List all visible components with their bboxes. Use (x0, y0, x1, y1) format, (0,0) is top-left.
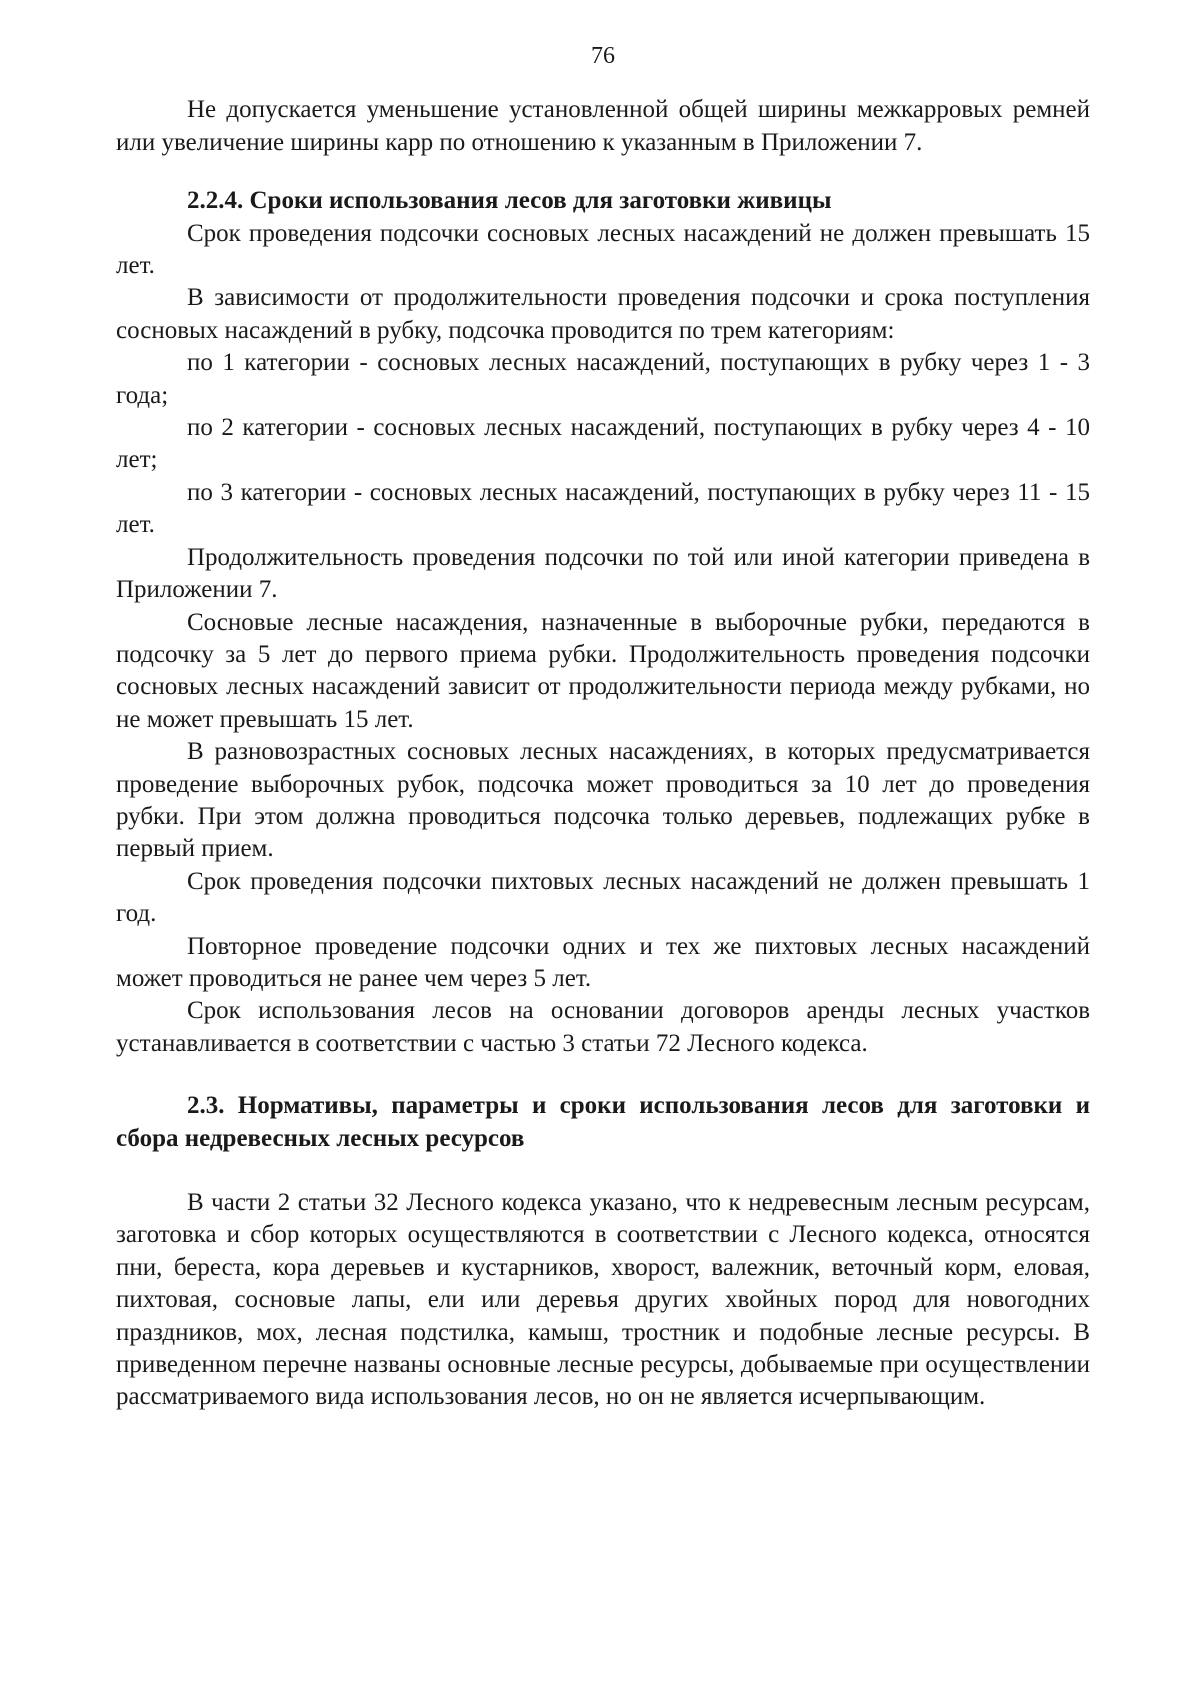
spacer (116, 1060, 1090, 1090)
page-number: 76 (591, 43, 615, 69)
spacer (116, 1155, 1090, 1187)
intro-paragraph: Не допускается уменьшение установленной общей ширины межкарровых ремней или увеличение ширины карр по отношению к указанным в Приложении 7. (116, 96, 1090, 156)
document-page (116, 40, 1090, 1414)
spacer (116, 159, 1090, 185)
paragraph: Продолжительность проведения подсочки по той или иной категории приведена в Приложении 7. (116, 543, 1090, 604)
paragraph: В части 2 статьи 32 Лесного кодекса указано, что к недревесным лесным ресурсам, заготовка и сбор которых осуществляются в соответствии с Лесного кодекса, относятся пни, береста, кора деревьев и кустарников, хворост, валежник, веточный корм, еловая, пихтовая, сосновые лапы, ели или деревья других хвойных пород для новогодних праздников, мох, лесная подстилка, камыш, тростник и подобные лесные ресурсы. В приведенном перечне названы основные лесные ресурсы, добываемые при осуществлении рассматриваемого вида использования лесов, но он не является исчерпывающим. (116, 1189, 1090, 1411)
paragraph: Срок проведения подсочки сосновых лесных насаждений не должен превышать 15 лет. (116, 219, 1090, 280)
paragraph: Срок проведения подсочки пихтовых лесных насаждений не должен превышать 1 год. (116, 867, 1090, 928)
list-item-category-3: по 3 категории - сосновых лесных насаждений, поступающих в рубку через 11 - 15 лет. (116, 478, 1090, 539)
section-heading-2-3: 2.3. Нормативы, параметры и сроки использования лесов для заготовки и сбора недревесных лесных ресурсов (116, 1092, 1090, 1152)
paragraph: Повторное проведение подсочки одних и тех же пихтовых лесных насаждений может проводиться не ранее чем через 5 лет. (116, 932, 1090, 992)
paragraph: В разновозрастных сосновых лесных насаждениях, в которых предусматривается проведение выборочных рубок, подсочка может проводиться за 10 лет до проведения рубки. При этом должна проводиться подсочка только деревьев, подлежащих рубке в первый прием. (116, 738, 1090, 863)
list-item-category-2: по 2 категории - сосновых лесных насаждений, поступающих в рубку через 4 - 10 лет; (116, 414, 1090, 474)
paragraph: В зависимости от продолжительности проведения подсочки и срока поступления сосновых насаждений в рубку, подсочка проводится по трем категориям: (116, 284, 1090, 344)
paragraph: Срок использования лесов на основании договоров аренды лесных участков устанавливается в соответствии с частью 3 статьи 72 Лесного кодекса. (116, 997, 1090, 1057)
section-heading-2-2-4: 2.2.4. Сроки использования лесов для заготовки живицы (187, 187, 832, 215)
paragraph: Сосновые лесные насаждения, назначенные в выборочные рубки, передаются в подсочку за 5 лет до первого приема рубки. Продолжительность проведения подсочки сосновых лесных насаждений зависит от продолжительности периода между рубками, но не может превышать 15 лет. (116, 608, 1090, 733)
list-item-category-1: по 1 категории - сосновых лесных насаждений, поступающих в рубку через 1 - 3 года; (116, 349, 1090, 409)
